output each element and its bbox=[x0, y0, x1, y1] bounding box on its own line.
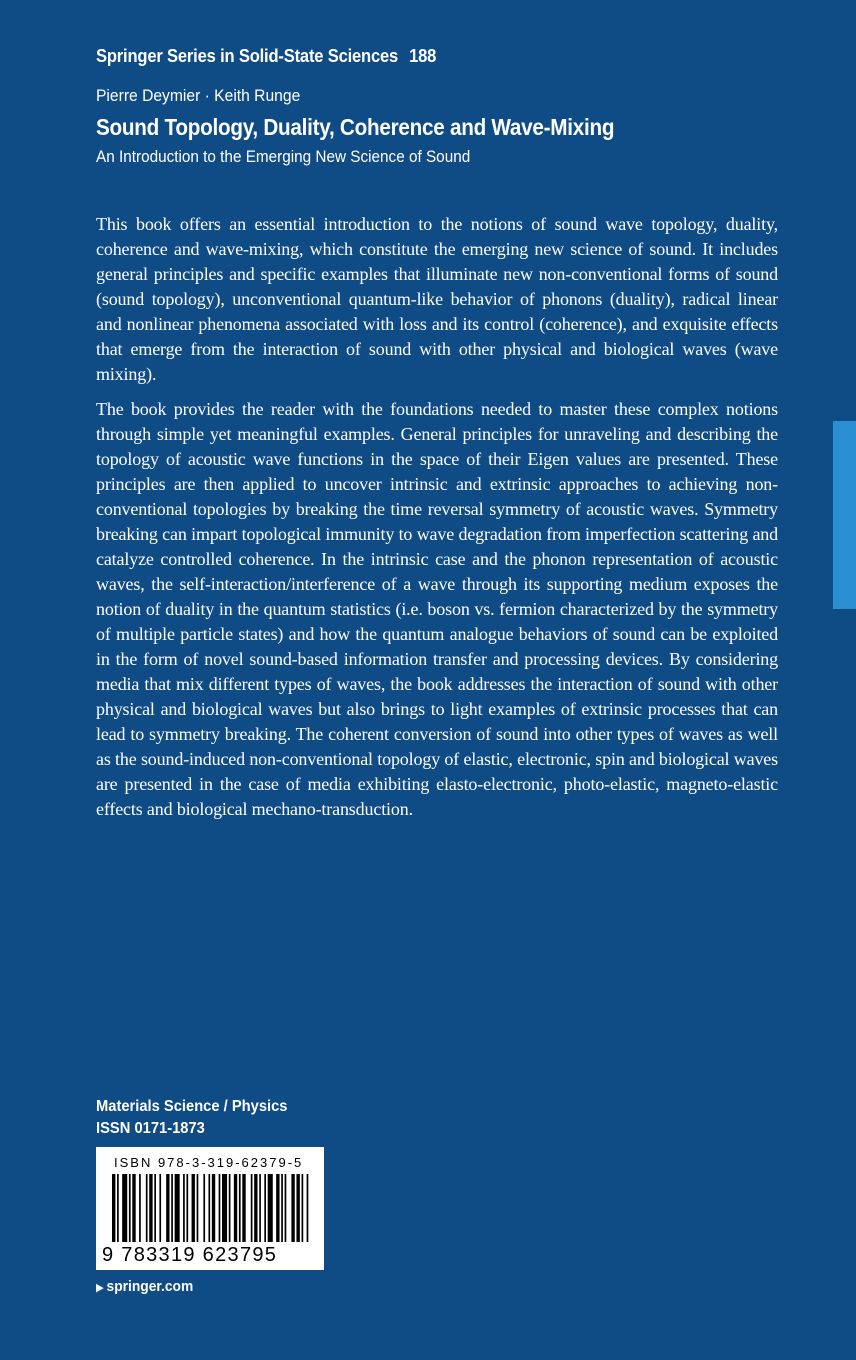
barcode-bar-4 bbox=[132, 1174, 135, 1242]
barcode-bar-30 bbox=[268, 1174, 273, 1242]
barcode-bar-19 bbox=[212, 1174, 215, 1242]
triangle-right-icon: ▶ bbox=[96, 1282, 104, 1294]
barcode-bars-icon bbox=[112, 1174, 310, 1242]
book-subtitle: An Introduction to the Emerging New Science of Sound bbox=[96, 147, 471, 166]
book-description bbox=[96, 212, 778, 832]
barcode-bar-12 bbox=[175, 1174, 180, 1242]
barcode-bar-33 bbox=[285, 1174, 287, 1242]
barcode-bar-29 bbox=[264, 1174, 266, 1242]
issn: ISSN 0171-1873 bbox=[96, 1120, 205, 1137]
barcode-bar-36 bbox=[302, 1174, 304, 1242]
barcode-bar-25 bbox=[242, 1174, 245, 1242]
barcode-bar-27 bbox=[254, 1174, 257, 1242]
barcode-bar-26 bbox=[251, 1174, 253, 1242]
series-number: 188 bbox=[409, 46, 437, 66]
barcode-bar-32 bbox=[281, 1174, 283, 1242]
barcode-bar-13 bbox=[183, 1174, 185, 1242]
description-paragraph-1: This book offers an essential introduction to the notions of sound wave topology, duality, coherence and wave-mixing, which constitute the emerging new science of sound. It includes general principles and specific examples that illuminate new non-conventional forms of sound (sound topology), unconventional quantum-like behavior of phonons (duality), radical linear and nonlinear phenomena associated with loss and its control (coherence), and exquisite effects that emerge from the interaction of sound with other physical and biological waves (wave mixing). bbox=[96, 214, 778, 384]
barcode-digits: 9 783319 623795 bbox=[102, 1244, 278, 1266]
barcode-bar-6 bbox=[146, 1174, 148, 1242]
barcode-bar-10 bbox=[166, 1174, 169, 1242]
barcode-bar-0 bbox=[112, 1174, 115, 1242]
barcode-bar-2 bbox=[122, 1174, 127, 1242]
description-paragraph-2: The book provides the reader with the foundations needed to master these complex notions through simple yet meaningful examples. General principles for unraveling and describing the topology of acoustic wave functions in the space of their Eigen values are presented. These principles are then applied to uncover intrinsic and extrinsic approaches to achieving non-conventional topologies by breaking the time reversal symmetry of acoustic waves. Symmetry breaking can impart topological immunity to wave degradation from imperfection scattering and catalyze controlled coherence. In the intrinsic case and the phonon representation of acoustic waves, the self-interaction/interference of a wave through its supporting medium exposes the notion of duality in the quantum statistics (i.e. boson vs. fermion characterized by the symmetry of multiple particle states) and how the quantum analogue behaviors of sound can be exploited in the form of novel sound-based information transfer and processing devices. By considering media that mix different types of waves, the book addresses the interaction of sound with other physical and biological waves but also brings to light examples of extrinsic processes that can lead to symmetry breaking. The coherent conversion of sound into other types of waves as well as the sound-induced non-conventional topology of elastic, electronic, spin and biological waves are presented in the case of media exhibiting elasto-electronic, photo-elastic, magneto-elastic effects and biological mechano-transduction. bbox=[96, 399, 778, 819]
isbn-label: ISBN 978-3-319-62379-5 bbox=[114, 1155, 304, 1170]
barcode-bar-11 bbox=[171, 1174, 173, 1242]
barcode-bar-28 bbox=[259, 1174, 261, 1242]
barcode-bar-15 bbox=[192, 1174, 195, 1242]
barcode-bar-23 bbox=[234, 1174, 237, 1242]
barcode-bar-1 bbox=[117, 1174, 119, 1242]
barcode-bar-24 bbox=[239, 1174, 241, 1242]
barcode-bar-20 bbox=[219, 1174, 221, 1242]
barcode-bar-22 bbox=[229, 1174, 231, 1242]
barcode-bar-35 bbox=[296, 1174, 299, 1242]
subject-category: Materials Science / Physics bbox=[96, 1098, 288, 1115]
series-name: Springer Series in Solid-State Sciences bbox=[96, 46, 399, 66]
barcode-bar-9 bbox=[159, 1174, 161, 1242]
subject-category-block bbox=[96, 1096, 287, 1140]
barcode-bar-21 bbox=[222, 1174, 227, 1242]
barcode-bar-16 bbox=[197, 1174, 199, 1242]
authors: Pierre Deymier · Keith Runge bbox=[96, 86, 301, 105]
barcode bbox=[96, 1147, 324, 1270]
barcode-bar-14 bbox=[186, 1174, 188, 1242]
series-heading bbox=[96, 46, 436, 67]
barcode-bar-17 bbox=[203, 1174, 205, 1242]
barcode-bar-8 bbox=[154, 1174, 156, 1242]
barcode-bar-5 bbox=[139, 1174, 141, 1242]
barcode-bar-31 bbox=[276, 1174, 279, 1242]
barcode-bar-3 bbox=[129, 1174, 131, 1242]
website-link-text: springer.com bbox=[106, 1278, 194, 1295]
barcode-bar-37 bbox=[307, 1174, 309, 1242]
publisher-website[interactable] bbox=[96, 1278, 193, 1295]
book-title: Sound Topology, Duality, Coherence and Wave-Mixing bbox=[96, 114, 615, 140]
barcode-bar-18 bbox=[208, 1174, 210, 1242]
barcode-bar-34 bbox=[291, 1174, 294, 1242]
barcode-bar-7 bbox=[149, 1174, 152, 1242]
spine-color-tab bbox=[833, 421, 856, 609]
